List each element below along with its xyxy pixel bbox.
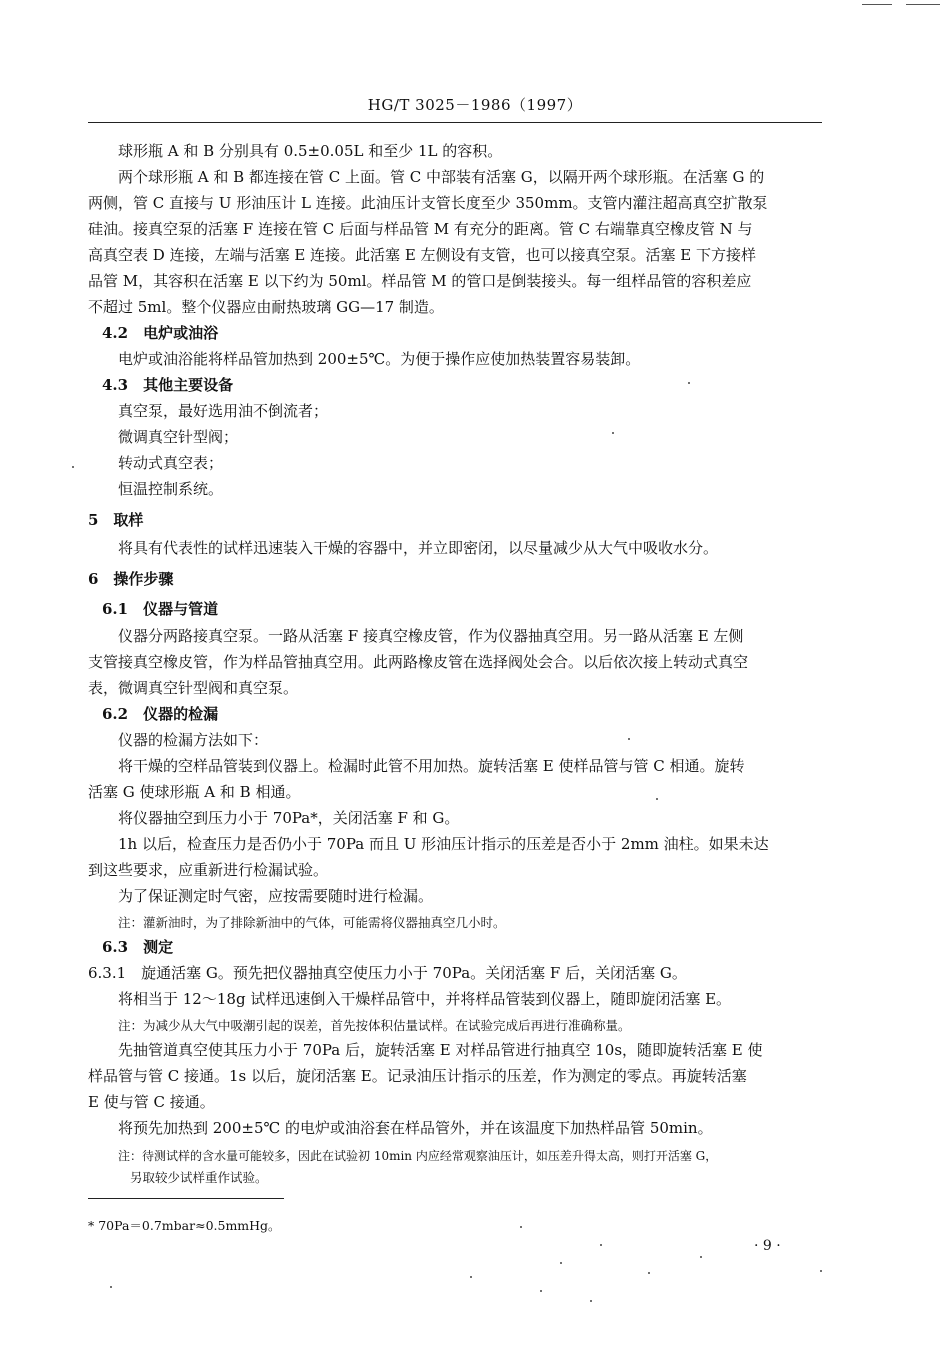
paragraph-line: 6.3.1 旋通活塞 G。预先把仪器抽真空使压力小于 70Pa。关闭活塞 F 后，关闭活塞 G。: [88, 964, 687, 982]
standard-code-header: HG/T 3025－1986（1997）: [367, 96, 583, 114]
note-line: 另取较少试样重作试验。: [130, 1170, 268, 1185]
section-heading-6-1: 6.1 仪器与管道: [102, 600, 219, 618]
paragraph-line: 将干燥的空样品管装到仪器上。检漏时此管不用加热。旋转活塞 E 使样品管与管 C 相通。旋转: [118, 757, 745, 775]
paragraph-line: 先抽管道真空使其压力小于 70Pa 后，旋转活塞 E 对样品管进行抽真空 10s，随即旋转活塞 E 使: [118, 1041, 763, 1059]
paragraph-line: 不超过 5ml。整个仪器应由耐热玻璃 GG—17 制造。: [88, 298, 444, 316]
footnote: * 70Pa＝0.7mbar≈0.5mmHg。: [88, 1218, 281, 1233]
section-heading-6: 6 操作步骤: [88, 570, 174, 588]
section-heading-6-2: 6.2 仪器的检漏: [102, 705, 219, 723]
paragraph-line: 到这些要求，应重新进行检漏试验。: [88, 861, 329, 879]
paragraph-line: 将仪器抽空到压力小于 70Pa*，关闭活塞 F 和 G。: [118, 809, 460, 827]
header-rule: [88, 122, 822, 123]
list-item: 真空泵，最好选用油不倒流者；: [118, 402, 329, 420]
paragraph-line: 1h 以后，检查压力是否仍小于 70Pa 而且 U 形油压计指示的压差是否小于 2mm 油柱。如果未达: [118, 835, 769, 853]
note-line: 注：待测试样的含水量可能较多，因此在试验初 10min 内应经常观察油压计，如压差升得太高，则打开活塞 G，: [118, 1149, 718, 1163]
paragraph-line: E 使与管 C 接通。: [88, 1093, 215, 1111]
section-heading-4-2: 4.2 电炉或油浴: [102, 324, 219, 342]
scan-corner-marks: [862, 4, 942, 12]
paragraph-line: 活塞 G 使球形瓶 A 和 B 相通。: [88, 783, 301, 801]
paragraph-line: 支管接真空橡皮管，作为样品管抽真空用。此两路橡皮管在选择阀处会合。以后依次接上转动式真空: [88, 653, 749, 671]
paragraph-line: 品管 M，其容积在活塞 E 以下约为 50ml。样品管 M 的管口是倒装接头。每一组样品管的容积差应: [88, 272, 752, 290]
paragraph-line: 电炉或油浴能将样品管加热到 200±5℃。为便于操作应使加热装置容易装卸。: [118, 350, 641, 368]
paragraph-line: 将相当于 12～18g 试样迅速倒入干燥样品管中，并将样品管装到仪器上，随即旋闭活塞 E。: [118, 990, 732, 1008]
paragraph-line: 仪器分两路接真空泵。一路从活塞 F 接真空橡皮管，作为仪器抽真空用。另一路从活塞 E 左侧: [118, 627, 744, 645]
paragraph-line: 两侧，管 C 直接与 U 形油压计 L 连接。此油压计支管长度至少 350mm。支管内灌注超高真空扩散泵: [88, 194, 768, 212]
list-item: 微调真空针型阀；: [118, 428, 239, 446]
section-heading-4-3: 4.3 其他主要设备: [102, 376, 234, 394]
paragraph-line: 为了保证测定时气密，应按需要随时进行检漏。: [118, 887, 434, 905]
list-item: 转动式真空表；: [118, 454, 224, 472]
paragraph-line: 高真空表 D 连接，左端与活塞 E 连接。此活塞 E 左侧设有支管，也可以接真空泵。活塞 E 下方接样: [88, 246, 757, 264]
note-line: 注：为减少从大气中吸潮引起的误差，首先按体积估量试样。在试验完成后再进行准确称量。: [118, 1018, 631, 1033]
footnote-rule: [88, 1198, 284, 1199]
paragraph-line: 表，微调真空针型阀和真空泵。: [88, 679, 299, 697]
section-heading-6-3: 6.3 测定: [102, 938, 174, 956]
paragraph-line: 样品管与管 C 接通。1s 以后，旋闭活塞 E。记录油压计指示的压差，作为测定的零点。再旋转活塞: [88, 1067, 747, 1085]
paragraph-line: 将预先加热到 200±5℃ 的电炉或油浴套在样品管外，并在该温度下加热样品管 50min。: [118, 1119, 713, 1137]
list-item: 恒温控制系统。: [118, 480, 224, 498]
paragraph-line: 球形瓶 A 和 B 分别具有 0.5±0.05L 和至少 1L 的容积。: [118, 142, 503, 160]
page-number: · 9 ·: [754, 1238, 781, 1254]
paragraph-line: 仪器的检漏方法如下：: [118, 731, 269, 749]
paragraph-line: 两个球形瓶 A 和 B 都连接在管 C 上面。管 C 中部装有活塞 G，以隔开两个球形瓶。在活塞 G 的: [118, 168, 765, 186]
note-line: 注：灌新油时，为了排除新油中的气体，可能需将仪器抽真空几小时。: [118, 915, 506, 930]
paragraph-line: 硅油。接真空泵的活塞 F 连接在管 C 后面与样品管 M 有充分的距离。管 C 右端靠真空橡皮管 N 与: [88, 220, 753, 238]
paragraph-line: 将具有代表性的试样迅速装入干燥的容器中，并立即密闭，以尽量减少从大气中吸收水分。: [118, 539, 719, 557]
section-heading-5: 5 取样: [88, 511, 144, 529]
